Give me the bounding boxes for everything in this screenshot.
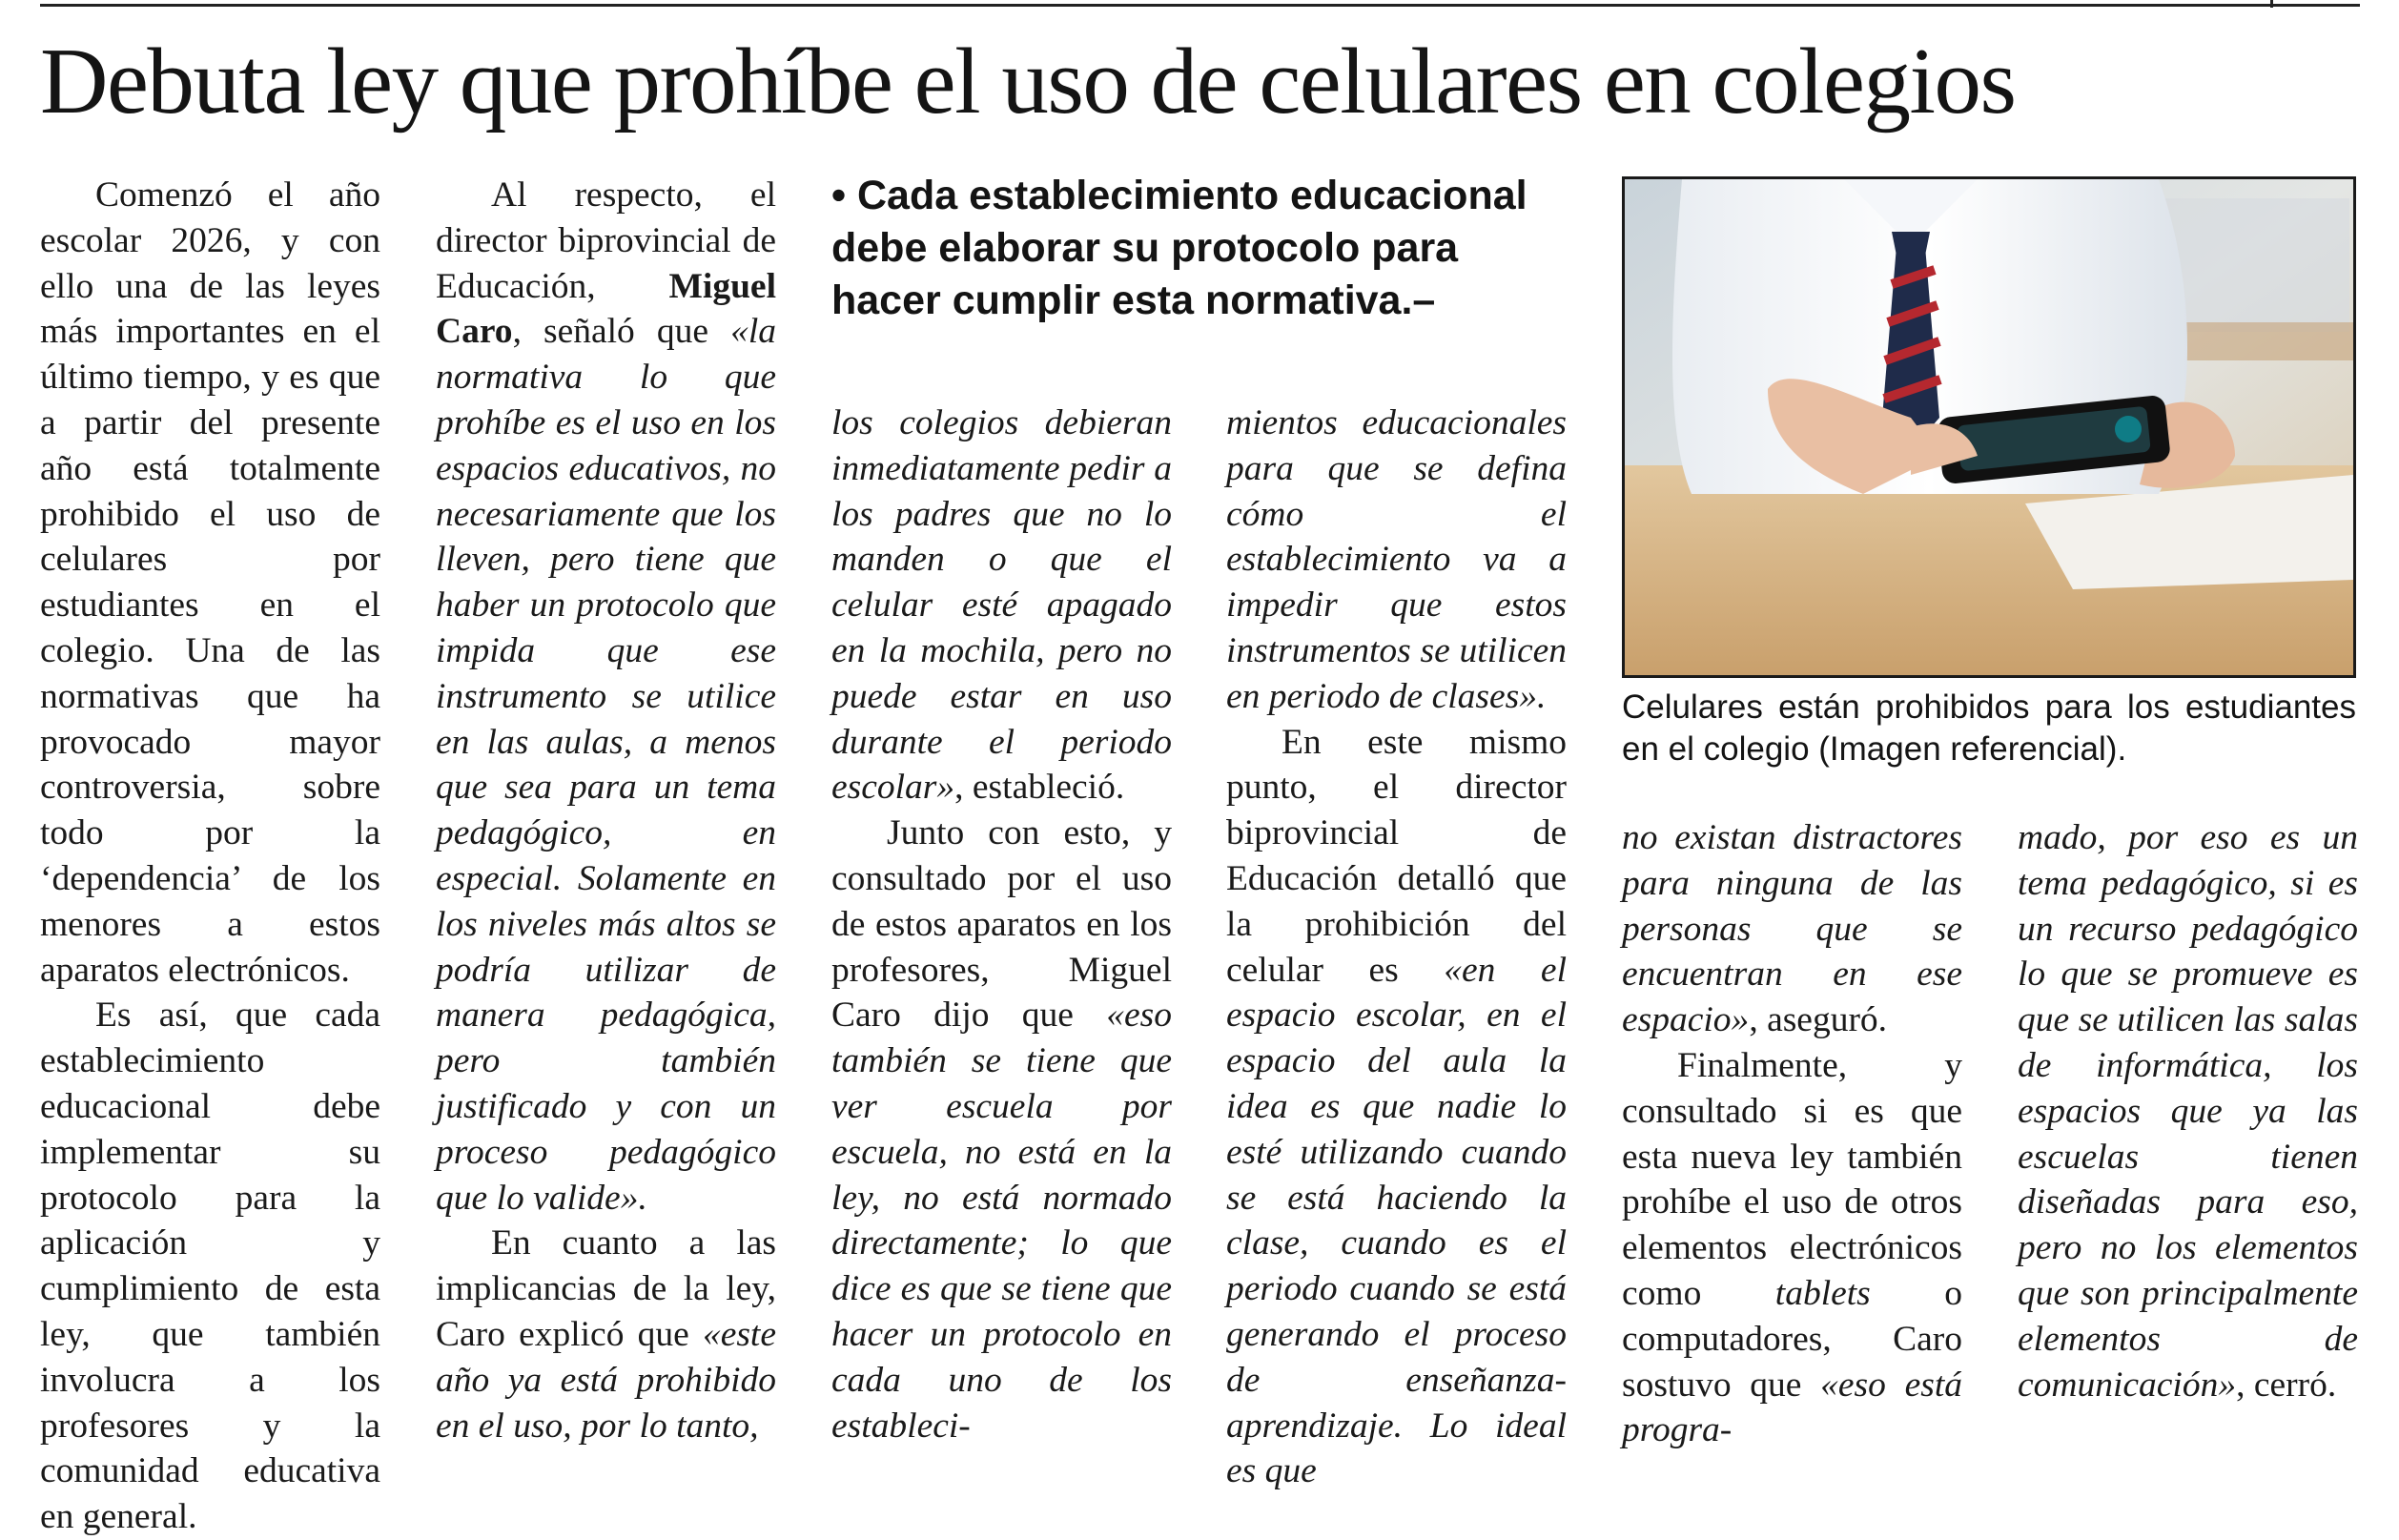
person-name: Miguel Caro: [436, 266, 776, 352]
text-run: , estableció.: [954, 768, 1125, 808]
quote: no existan distractores para ninguna de las personas que se encuentran en ese espacio»: [1622, 818, 1962, 1040]
body-paragraph: [1622, 1043, 1962, 1453]
body-paragraph: [436, 1221, 776, 1448]
text-run: , señaló que: [512, 312, 731, 352]
text-run: En este mismo punto, el director biprovincial de Educación detalló que la prohibición del celular es: [1226, 722, 1567, 990]
student-phone-illustration: [1625, 179, 2353, 675]
article-photo: [1622, 176, 2356, 678]
body-paragraph: Es así, que cada establecimiento educacional debe implementar su protocolo para la aplicación y cumplimiento de esta ley, que también involucra a los profesores y la comunidad educativa en general.: [40, 996, 380, 1537]
text-run: , aseguró.: [1749, 1000, 1888, 1040]
body-paragraph: Comenzó el año escolar 2026, y con ello una de las leyes más importantes en el último tiempo, y es que a partir del presente año está totalmente prohibido el uso de celulares por estudiantes en el colegio. Una de las normativas que ha provocado mayor controversia, sobre todo por la ‘dependencia’ de los menores a estos aparatos electrónicos.: [40, 175, 380, 990]
quote: mado, por eso es un tema pedagógico, si es un recurso pedagógico lo que se promueve es que se utilicen las salas de informática, los espacios que ya las escuelas tienen diseñadas para eso, pero no los elementos que son principalmente elementos de comunicación»: [2018, 818, 2358, 1405]
text-run: , cerró.: [2236, 1365, 2337, 1405]
body-paragraph-continued: [2018, 815, 2358, 1407]
article-column-1: [40, 173, 380, 1540]
article-column-6: [2018, 815, 2358, 1407]
text-run: Finalmente, y consultado si es que esta nueva ley también prohíbe el uso de otros elementos electrónicos como: [1622, 1045, 1962, 1313]
article-column-4: [1226, 400, 1567, 1494]
photo-caption: Celulares están prohibidos para los estudiantes en el colegio (Imagen referencial).: [1622, 688, 2356, 768]
term: tablets: [1774, 1273, 1871, 1313]
body-paragraph: [831, 811, 1172, 1448]
article-column-2: [436, 173, 776, 1448]
top-rule: [40, 4, 2360, 7]
body-paragraph-continued: [1622, 815, 1962, 1043]
quote: «eso también se tiene que ver escuela por escuela, no está en la ley, no está normado directamente; lo que dice es que se tiene que hacer un protocolo en cada uno de los estableci-: [831, 996, 1172, 1446]
article-column-3: [831, 400, 1172, 1448]
text-run: Junto con esto, y consultado por el uso de estos aparatos en los profesores, Miguel Caro dijo que: [831, 813, 1172, 1036]
text-run: o computadores, Caro sostuvo que: [1622, 1273, 1962, 1405]
quote: «eso está progra-: [1622, 1365, 1962, 1450]
article-headline: Debuta ley que prohíbe el uso de celulares en colegios: [40, 30, 2016, 133]
text-run: Al respecto, el director biprovincial de Educación,: [436, 175, 776, 306]
quote: «en el espacio escolar, en el espacio del aula la idea es que nadie lo esté utilizando cuando se está haciendo la clase, cuando es el periodo cuando se está generando el proceso de enseñanza- aprendizaje. Lo ideal es que: [1226, 950, 1567, 1491]
article-column-5: [1622, 815, 1962, 1453]
body-paragraph: [1226, 720, 1567, 1495]
quote: mientos educacionales para que se defina cómo el establecimiento va a impedir que estos instrumentos se utilicen en periodo de clases».: [1226, 403, 1567, 716]
body-paragraph-continued: [1226, 400, 1567, 720]
quote: los colegios debieran inmediatamente pedir a los padres que no lo manden o que el celular esté apagado en la mochila, pero no puede estar en uso durante el periodo escolar»: [831, 403, 1172, 808]
quote: «la normativa lo que prohíbe es el uso en los espacios educativos, no necesariamente que los lleven, pero tiene que haber un protocolo que impida que ese instrumento se utilice en las aulas, a menos que sea para un tema pedagógico, en especial. Solamente en los niveles más altos se podría utilizar de manera pedagógica, pero también justificado y con un proceso pedagógico que lo valide».: [436, 312, 776, 1218]
top-rule-tick: [2270, 0, 2273, 8]
body-paragraph-continued: [831, 400, 1172, 811]
text-run: En cuanto a las implicancias de la ley, Caro explicó que: [436, 1223, 776, 1354]
quote: «este año ya está prohibido en el uso, por lo tanto,: [436, 1314, 776, 1446]
pull-quote: • Cada establecimiento educacional debe elaborar su protocolo para hacer cumplir esta normativa.–: [831, 173, 1528, 323]
body-paragraph: [436, 173, 776, 1221]
